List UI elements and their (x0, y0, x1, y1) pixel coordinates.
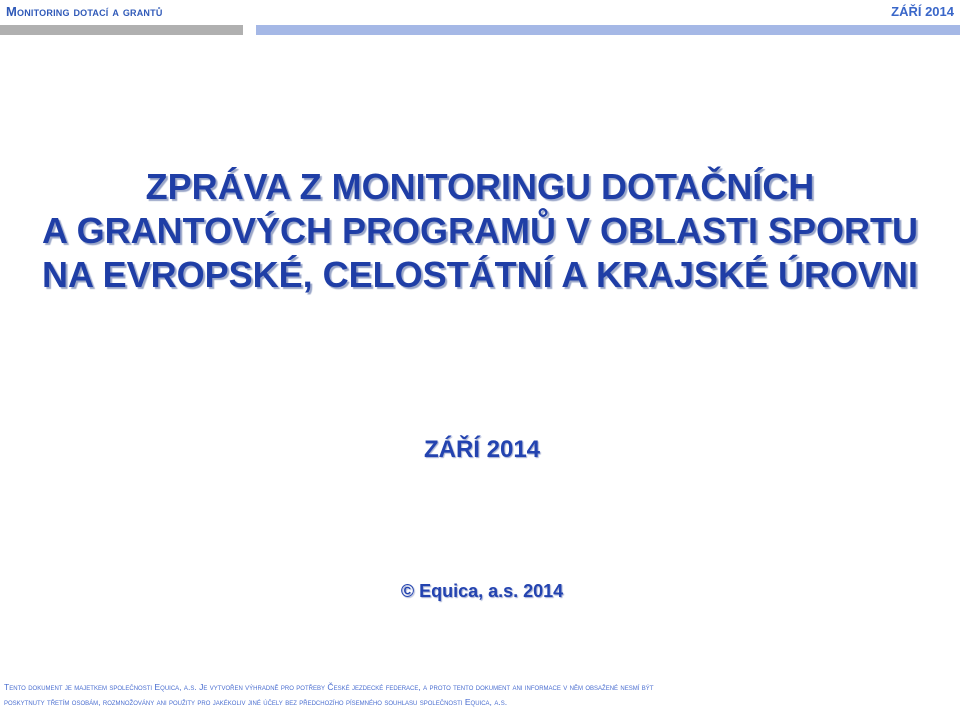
footer-line-1: Tento dokument je majetkem společnosti Equica, a.s. Je vytvořen výhradně pro potřeby České jezdecké federace, a proto tento dokument ani informace v něm obsažené nesmí být (4, 682, 654, 692)
header-document-name: Monitoring dotací a grantů (6, 4, 163, 19)
report-title-line-2: A GRANTOVÝCH PROGRAMŮ V OBLASTI SPORTU (41, 210, 919, 251)
copyright-notice: © Equica, a.s. 2014 (400, 581, 564, 601)
footer-line-2: poskytnuty třetím osobám, rozmnožovány ani použity pro jakékoliv jiné účely bez předchozího písemného souhlasu společnosti Equica, a.s. (4, 697, 508, 707)
confidentiality-footer (4, 680, 960, 710)
report-title-line-3: NA EVROPSKÉ, CELOSTÁTNÍ A KRAJSKÉ ÚROVNI (41, 254, 919, 295)
header-date: ZÁŘÍ 2014 (891, 4, 954, 19)
report-title (0, 165, 960, 297)
header-divider-blue (256, 25, 960, 35)
report-title-line-1: ZPRÁVA Z MONITORINGU DOTAČNÍCH (145, 166, 815, 207)
header-divider-grey (0, 25, 243, 35)
report-date: ZÁŘÍ 2014 (423, 436, 541, 463)
